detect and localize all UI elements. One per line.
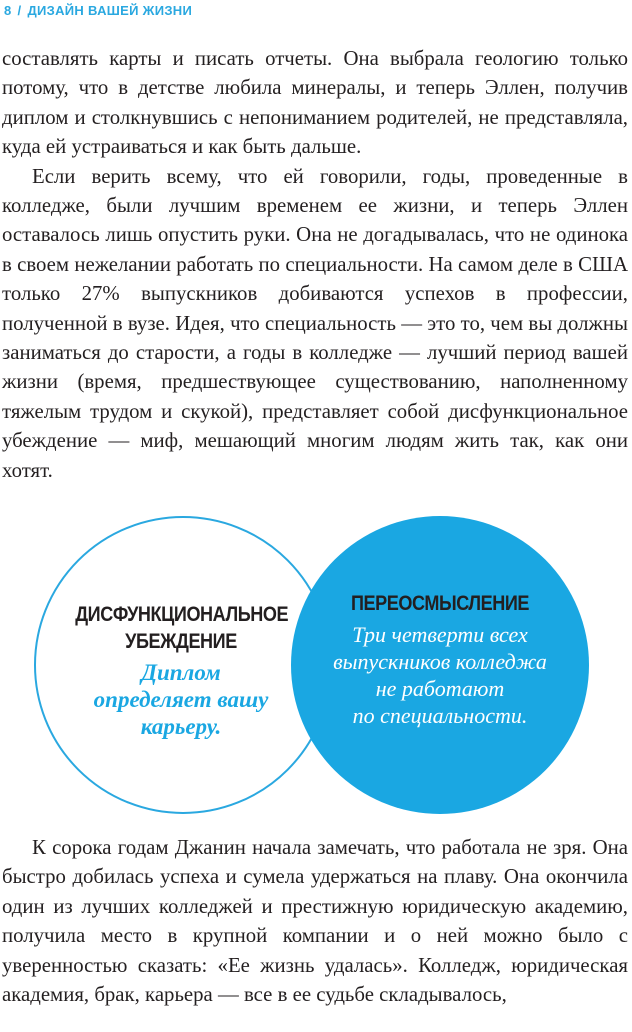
- reframe-line: по специальности.: [352, 703, 528, 728]
- body-text-top: [2, 44, 628, 485]
- heading-line: ДИСФУНКЦИОНАЛЬНОЕ: [75, 603, 289, 626]
- reframe-line: Три четверти всех: [352, 622, 528, 647]
- belief-diagram: [0, 505, 632, 820]
- reframe-label: [305, 590, 575, 729]
- paragraph-janine: К сорока годам Джанин начала замечать, что работала не зря. Она быстро добилась успеха и сумела удержаться на плаву. Она окончила один из лучших колледжей и престижную юридическую академию, получила место в крупной компании и о ней можно было с уверенностью сказать: «Ее жизнь удалась». Колледж, юридическая академия, брак, карьера — все в ее судьбе складывалось,: [2, 836, 628, 1007]
- paragraph-continuation: составлять карты и писать отчеты. Она выбрала геологию только потому, что в детстве любила минералы, и теперь Эллен, получив диплом и столкнувшись с непониманием родителей, не представляла, куда ей устраиваться и как быть дальше.: [2, 47, 628, 159]
- body-text-bottom: [2, 833, 628, 1009]
- reframe-line: не работают: [375, 676, 505, 701]
- dysfunctional-belief-text: [58, 659, 304, 740]
- reframe-text: [305, 621, 575, 729]
- page-number: 8: [4, 3, 12, 18]
- reframe-line: выпускников колледжа: [333, 649, 547, 674]
- belief-line: определяет вашу: [93, 687, 269, 712]
- book-title: ДИЗАЙН ВАШЕЙ ЖИЗНИ: [27, 3, 193, 18]
- belief-line: карьеру.: [140, 714, 222, 739]
- reframe-heading: ПЕРЕОСМЫСЛЕНИЕ: [350, 592, 530, 615]
- running-head: [4, 3, 192, 18]
- header-separator: /: [17, 3, 22, 18]
- heading-line: УБЕЖДЕНИЕ: [125, 630, 237, 653]
- dysfunctional-belief-label: [58, 601, 304, 740]
- paragraph-ellen: Если верить всему, что ей говорили, годы, проведенные в колледже, были лучшим временем ее жизни, и теперь Эллен оставалось лишь опустить руки. Она не догадывалась, что не одинока в своем нежелании работать по специальности. На самом деле в США только 27% выпускников добиваются успехов в профессии, полученной в вузе. Идея, что специальность — это то, чем вы должны заниматься до старости, а годы в колледже — лучший период вашей жизни (время, предшествующее существованию, наполненному тяжелым трудом и скукой), представляет собой дисфункциональное убеждение — миф, мешающий многим людям жить так, как они хотят.: [2, 164, 628, 482]
- belief-line: Диплом: [141, 660, 221, 685]
- dysfunctional-belief-heading: [75, 601, 287, 655]
